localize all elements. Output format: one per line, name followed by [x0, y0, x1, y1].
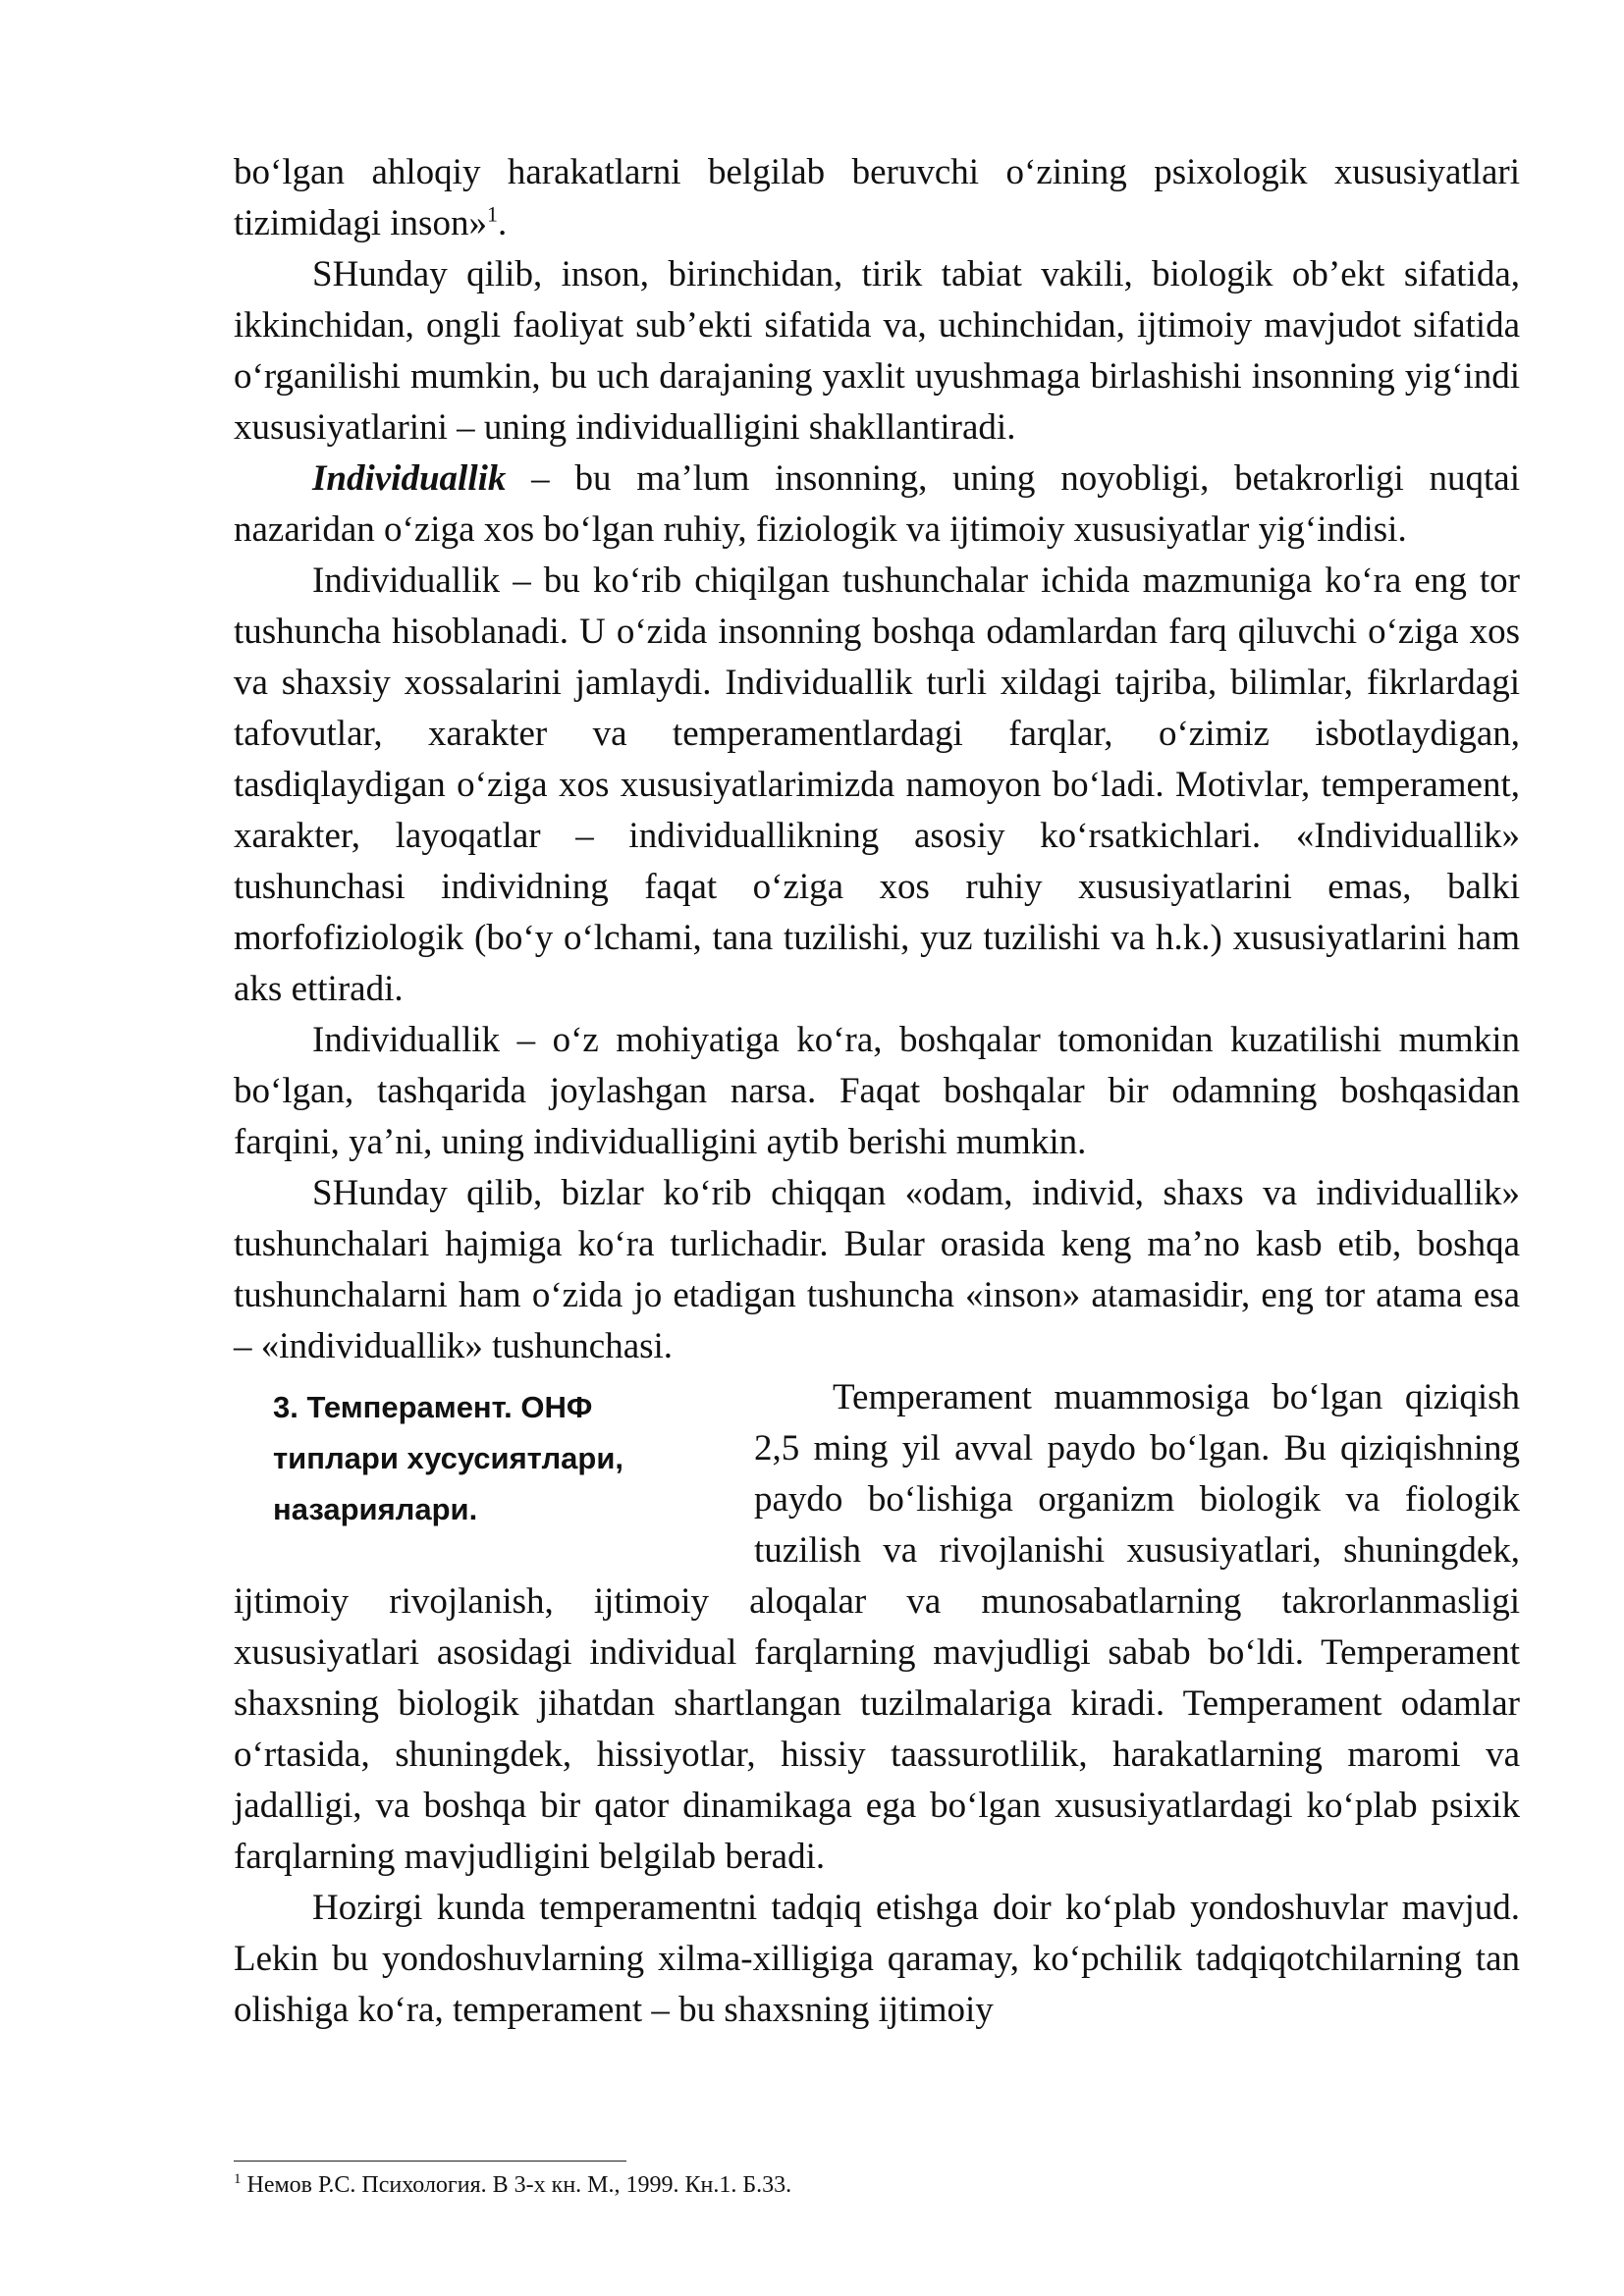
paragraph-2: SHunday qilib, inson, birinchidan, tirik tabiat vakili, biologik ob’ekt sifatida, ikkinchidan, ongli faoliyat sub’ekti sifatida va, uchinchidan, ijtimoiy mavjudot sifatida o‘rganilishi mumkin, bu uch darajaning yaxlit uyushmaga birlashishi insonning yig‘indi xususiyatlarini – uning individualligini shakllantiradi.: [234, 254, 1520, 448]
paragraph-3-text: – bu ma’lum insonning, uning noyobligi, betakrorligi nuqtai nazaridan o‘ziga xos bo‘lgan ruhiy, fiziologik va ijtimoiy xususiyatlar yig‘indisi.: [234, 458, 1520, 550]
section-heading-line-1: 3. Темперамент. ОНФ: [273, 1390, 593, 1424]
paragraph-6: SHunday qilib, bizlar ko‘rib chiqqan «odam, individ, shaxs va individuallik» tushunchalari hajmiga ko‘ra turlichadir. Bular orasida keng ma’no kasb etib, boshqa tushunchalarni ham o‘zida jo etadigan tushuncha «inson» atamasidir, eng tor atama esa – «individuallik» tushunchasi.: [234, 1173, 1520, 1366]
footnote-text: Немов Р.С. Психология. В 3-х кн. М., 1999. Кн.1. Б.33.: [241, 2172, 792, 2198]
footnote: [234, 2169, 791, 2201]
section-heading: [273, 1382, 725, 1535]
section-heading-line-2: типлари хусусиятлари,: [273, 1441, 623, 1475]
paragraph-7: Temperament muammosiga bo‘lgan qiziqish 2,5 ming yil avval paydo bo‘lgan. Bu qiziqishning paydo bo‘lishiga organizm biologik va fiologik tuzilish va rivojlanishi xususiyatlari, shuningdek, ijtimoiy rivojlanish, ijtimoiy aloqalar va munosabatlarning takrorlanmasligi xususiyatlari asosidagi individual farqlarning mavjudligi sabab bo‘ldi. Temperament shaxsning biologik jihatdan shartlangan tuzilmalariga kiradi. Temperament odamlar o‘rtasida, shuningdek, hissiyotlar, hissiy taassurotlilik, harakatlarning maromi va jadalligi, va boshqa bir qator dinamikaga ega bo‘lgan xususiyatlardagi ko‘plab psixik farqlarning mavjudligini belgilab beradi.: [234, 1377, 1520, 1877]
paragraph-1-text: bo‘lgan ahloqiy harakatlarni belgilab beruvchi o‘zining psixologik xususiyatlari tizimidagi inson»: [234, 152, 1520, 243]
page-body: [234, 147, 1520, 2036]
paragraph-4: Individuallik – bu ko‘rib chiqilgan tushunchalar ichida mazmuniga ko‘ra eng tor tushuncha hisoblanadi. U o‘zida insonning boshqa odamlardan farq qiluvchi o‘ziga xos va shaxsiy xossalarini jamlaydi. Individuallik turli xildagi tajriba, bilimlar, fikrlardagi tafovutlar, xarakter va temperamentlardagi farqlar, o‘zimiz isbotlaydigan, tasdiqlaydigan o‘ziga xos xususiyatlarimizda namoyon bo‘ladi. Motivlar, temperament, xarakter, layoqatlar – individuallikning asosiy ko‘rsatkichlari. «Individuallik» tushunchasi individning faqat o‘ziga xos ruhiy xususiyatlarini emas, balki morfofiziologik (bo‘y o‘lchami, tana tuzilishi, yuz tuzilishi va h.k.) xususiyatlarini ham aks ettiradi.: [234, 561, 1520, 1009]
paragraph-1: [234, 147, 1520, 249]
paragraph-5: Individuallik – o‘z mohiyatiga ko‘ra, boshqalar tomonidan kuzatilishi mumkin bo‘lgan, tashqarida joylashgan narsa. Faqat boshqalar bir odamning boshqasidan farqini, ya’ni, uning individualligini aytib berishi mumkin.: [234, 1020, 1520, 1162]
footnote-marker: 1: [234, 2171, 242, 2187]
paragraph-3: [234, 454, 1520, 556]
paragraph-1-tail: .: [497, 203, 508, 243]
term-individuallik: Individuallik: [312, 458, 507, 499]
paragraph-8: Hozirgi kunda temperamentni tadqiq etishga doir ko‘plab yondoshuvlar mavjud. Lekin bu yondoshuvlarning xilma-xilligiga qaramay, ko‘pchilik tadqiqotchilarning tan olishiga ko‘ra, temperament – bu shaxsning ijtimoiy: [234, 1888, 1520, 2030]
section-heading-line-3: назариялари.: [273, 1492, 478, 1526]
footnote-divider: [234, 2161, 626, 2162]
footnote-reference[interactable]: 1: [486, 201, 498, 227]
